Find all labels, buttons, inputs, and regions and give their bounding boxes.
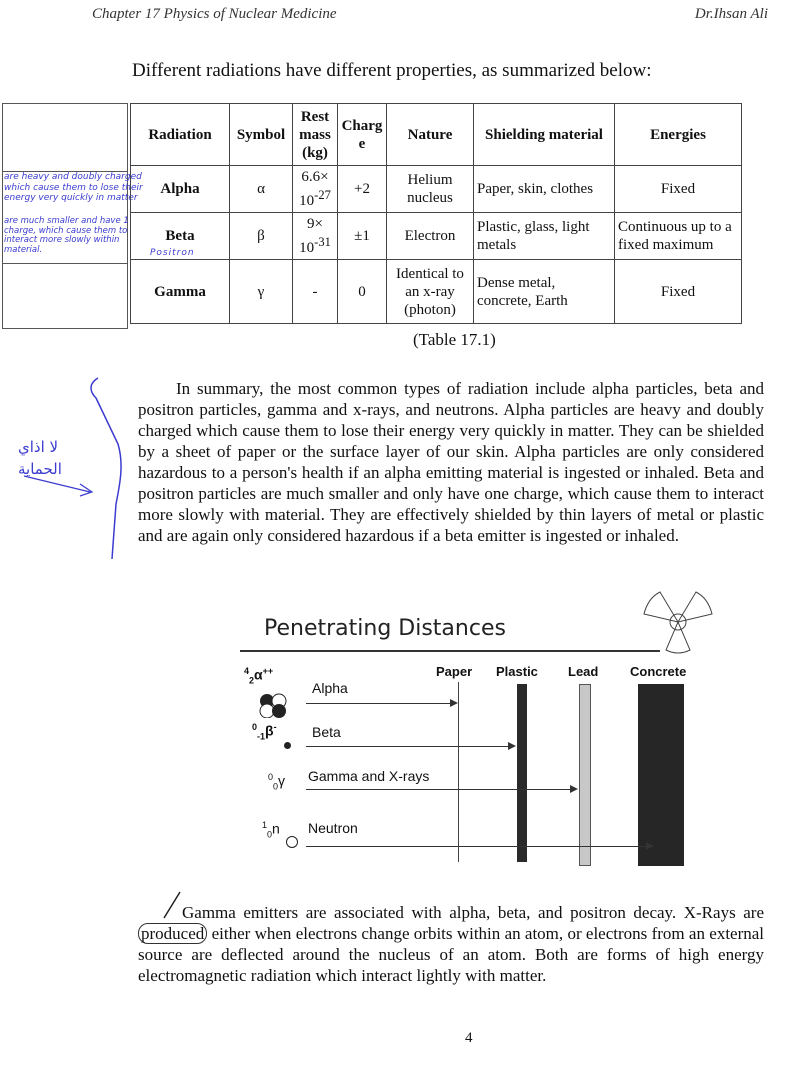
- col-rest-mass: Rest mass (kg): [293, 104, 338, 166]
- intro-text: Different radiations have different properties, as summarized below:: [132, 60, 652, 81]
- col-charge: Charg e: [338, 104, 387, 166]
- cell-energies: Fixed: [615, 166, 742, 213]
- beta-arrow-line: [306, 746, 510, 747]
- barrier-plastic: [517, 684, 527, 862]
- neutron-arrow-head: [646, 842, 654, 850]
- cell-rest-mass: -: [293, 260, 338, 324]
- beta-symbol: β: [265, 722, 274, 739]
- cell-energies: Fixed: [615, 260, 742, 324]
- barrier-label-lead: Lead: [568, 664, 599, 679]
- neutron-atomic-number: 0: [267, 829, 273, 840]
- barrier-lead: [579, 684, 591, 866]
- cell-charge: ±1: [338, 213, 387, 260]
- mass-base: 10: [299, 193, 315, 209]
- col-nature: Nature: [387, 104, 474, 166]
- summary-paragraph: [138, 378, 764, 546]
- neutron-notation: [262, 820, 280, 839]
- gamma-label: Gamma and X-rays: [308, 768, 430, 784]
- summary-text: In summary, the most common types of radiation include alpha particles, beta and positron particles, gamma and x-rays, and neutrons. Alpha particles are heavy and doubly charged which cause them to lose their energy very quickly in matter. They can be shielded by a sheet of paper or the surface layer of our skin. Alpha particles are only considered hazardous to a person's health if an alpha emitting material is ingested or inhaled. Beta and positron particles are much smaller and only have one charge, which cause them to interact more slowly with material. They are effectively shielded by thin layers of metal or plastic and are again only considered hazardous if a beta emitter is ingested or inhaled.: [138, 379, 764, 545]
- cell-charge: +2: [338, 166, 387, 213]
- cell-nature: Helium nucleus: [387, 166, 474, 213]
- annotation-divider: [3, 263, 127, 264]
- arabic-line: الحماية: [18, 460, 62, 478]
- gamma-text-part1: Gamma emitters are associated with alpha, beta, and positron decay. X-Rays are: [182, 903, 764, 922]
- barrier-label-plastic: Plastic: [496, 664, 538, 679]
- beta-atomic-number: -1: [257, 731, 266, 742]
- mass-exponent: -31: [314, 235, 331, 249]
- alpha-mass-number: 4: [244, 666, 250, 676]
- cell-shielding: Paper, skin, clothes: [474, 166, 615, 213]
- alpha-arrow-head: [450, 699, 458, 707]
- mass-coefficient: 6.6×: [301, 169, 329, 185]
- figure-title: Penetrating Distances: [264, 616, 506, 641]
- cell-rest-mass: [293, 213, 338, 260]
- handwritten-arabic: [18, 436, 62, 480]
- handwritten-positron: Positron: [150, 248, 195, 258]
- beta-notation: [252, 722, 277, 741]
- header-chapter: Chapter 17 Physics of Nuclear Medicine: [92, 6, 337, 22]
- cell-radiation: Alpha: [131, 166, 230, 213]
- col-energies: Energies: [615, 104, 742, 166]
- mass-base: 10: [299, 240, 315, 256]
- radiation-properties-table: [130, 103, 742, 324]
- cell-radiation: Beta: [131, 213, 230, 260]
- beta-particle-icon: [284, 742, 291, 749]
- nucleon-light: [260, 704, 274, 718]
- beta-charge: -: [273, 722, 277, 732]
- table-row: [131, 260, 742, 324]
- beta-mass-number: 0: [252, 722, 258, 732]
- gamma-arrow-head: [570, 785, 578, 793]
- title-underline: [240, 650, 660, 652]
- beta-label: Beta: [312, 724, 341, 740]
- nucleon-dark: [272, 704, 286, 718]
- gamma-paragraph: [138, 902, 764, 986]
- mass-coefficient: 9×: [307, 216, 323, 232]
- cell-nature: Identical to an x-ray (photon): [387, 260, 474, 324]
- cell-symbol: α: [230, 166, 293, 213]
- cell-rest-mass: [293, 166, 338, 213]
- gamma-text: [138, 902, 764, 986]
- cell-radiation: Gamma: [131, 260, 230, 324]
- table-caption: (Table 17.1): [413, 330, 496, 349]
- alpha-symbol: α: [254, 666, 263, 683]
- barrier-label-paper: Paper: [436, 664, 473, 679]
- neutron-label: Neutron: [308, 820, 358, 836]
- cell-symbol: γ: [230, 260, 293, 324]
- barrier-concrete: [638, 684, 684, 866]
- gamma-arrow-line: [306, 789, 572, 790]
- alpha-charge: ++: [262, 666, 274, 676]
- barrier-paper: [458, 682, 459, 862]
- page-number: 4: [465, 1030, 473, 1046]
- table-header-row: [131, 104, 742, 166]
- penetration-figure: [240, 612, 740, 882]
- cell-shielding: Dense metal, concrete, Earth: [474, 260, 615, 324]
- cell-energies: Continuous up to a fixed maximum: [615, 213, 742, 260]
- gamma-text-part2: either when electrons change orbits within an atom, or electrons from an external source are deflected around the nucleus of an atom. Both are forms of high energy electromagnetic radiation which interact lightly with matter.: [138, 924, 765, 985]
- handwritten-note-alpha: are heavy and doubly charged which cause them to lose their energy very quickly in matter: [4, 172, 143, 203]
- mass-exponent: -27: [314, 188, 331, 202]
- neutron-particle-icon: [286, 836, 298, 848]
- arabic-line: لا اذاي: [18, 438, 59, 456]
- alpha-arrow-line: [306, 703, 456, 704]
- barrier-label-concrete: Concrete: [630, 664, 687, 679]
- cell-charge: 0: [338, 260, 387, 324]
- alpha-notation: [244, 666, 273, 685]
- gamma-notation: [268, 772, 285, 791]
- neutron-arrow-line: [306, 846, 648, 847]
- neutron-mass-number: 1: [262, 820, 268, 830]
- gamma-symbol: γ: [278, 772, 286, 789]
- circled-word: produced: [138, 923, 207, 944]
- table-row: [131, 213, 742, 260]
- handwritten-note-beta: are much smaller and have 1 charge, which cause them to interact more slowly within material.: [4, 216, 129, 255]
- gamma-mass-number: 0: [268, 772, 274, 782]
- alpha-label: Alpha: [312, 680, 348, 696]
- alpha-atomic-number: 2: [249, 675, 255, 686]
- cell-shielding: Plastic, glass, light metals: [474, 213, 615, 260]
- col-radiation: Radiation: [131, 104, 230, 166]
- cell-symbol: β: [230, 213, 293, 260]
- alpha-particle-icon: [258, 692, 290, 718]
- neutron-symbol: n: [272, 820, 280, 837]
- table-row: [131, 166, 742, 213]
- cell-nature: Electron: [387, 213, 474, 260]
- beta-arrow-head: [508, 742, 516, 750]
- col-shielding: Shielding material: [474, 104, 615, 166]
- gamma-atomic-number: 0: [273, 781, 279, 792]
- header-author: Dr.Ihsan Ali: [694, 6, 768, 22]
- col-symbol: Symbol: [230, 104, 293, 166]
